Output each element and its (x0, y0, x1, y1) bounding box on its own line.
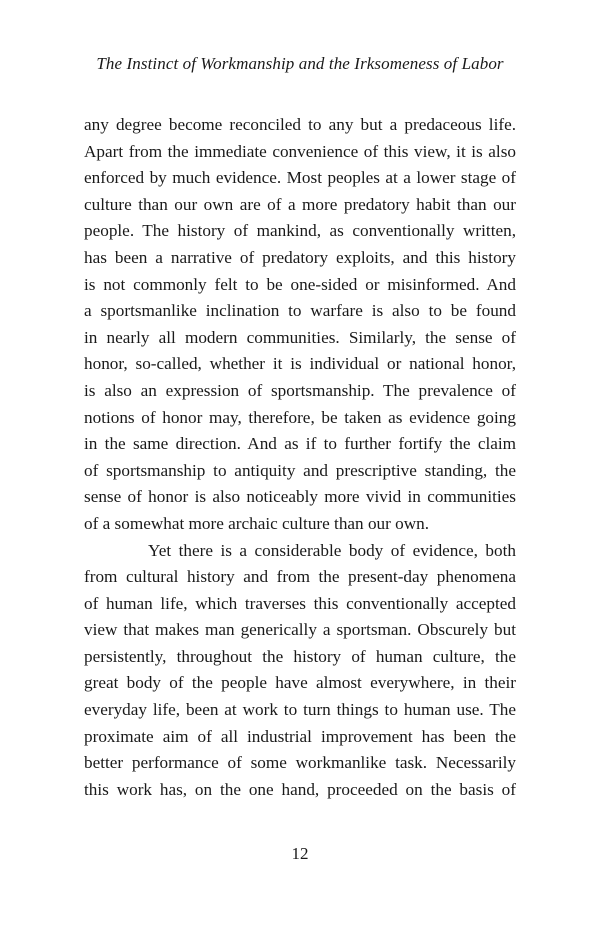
text-line: enforced by much evidence. Most peoples at a lower stage of (84, 168, 516, 188)
text-line: people. The history of mankind, as conventionally written, (84, 221, 516, 241)
text-line: honor, so-called, whether it is individual or national honor, (84, 354, 516, 374)
text-line: proximate aim of all industrial improvement has been the (84, 726, 516, 746)
text-line: sense of honor is also noticeably more vivid in communities (84, 487, 516, 507)
text-line: a sportsmanlike inclination to warfare is also to be found (84, 301, 516, 321)
text-line: persistently, throughout the history of human culture, the (84, 646, 516, 666)
text-line: better performance of some workmanlike task. Necessarily (84, 753, 516, 773)
page-number: 12 (291, 844, 309, 863)
text-line: culture than our own are of a more predatory habit than our (84, 194, 516, 214)
text-line: notions of honor may, therefore, be taken as evidence going (84, 407, 516, 427)
text-line: everyday life, been at work to turn things to human use. The (84, 700, 516, 720)
running-head-title: The Instinct of Workmanship and the Irksomeness of Labor (96, 54, 504, 73)
text-line: of human life, which traverses this conventionally accepted (84, 593, 516, 613)
text-line: from cultural history and from the present-day phenomena (84, 567, 516, 587)
text-line: this work has, on the one hand, proceeded on the basis of (84, 779, 516, 799)
text-line: view that makes man generically a sportsman. Obscurely but (84, 620, 516, 640)
text-line: is not commonly felt to be one-sided or misinformed. And (84, 274, 516, 294)
text-line: any degree become reconciled to any but a predaceous life. (84, 115, 516, 134)
paragraph-1 (84, 112, 516, 538)
text-line: of sportsmanship to antiquity and prescriptive standing, the (84, 460, 516, 480)
body-text (84, 112, 516, 803)
text-line: in the same direction. And as if to further fortify the claim (84, 434, 516, 454)
text-line: of a somewhat more archaic culture than our own. (84, 513, 430, 533)
text-line: in nearly all modern communities. Similarly, the sense of (84, 327, 516, 347)
text-line: great body of the people have almost everywhere, in their (84, 673, 516, 693)
text-line: Apart from the immediate convenience of this view, it is also (84, 141, 516, 161)
text-line: is also an expression of sportsmanship. The prevalence of (84, 380, 516, 400)
text-line: Yet there is a considerable body of evidence, both (148, 540, 516, 560)
paragraph-2 (84, 538, 516, 804)
text-line: has been a narrative of predatory exploits, and this history (84, 247, 516, 267)
